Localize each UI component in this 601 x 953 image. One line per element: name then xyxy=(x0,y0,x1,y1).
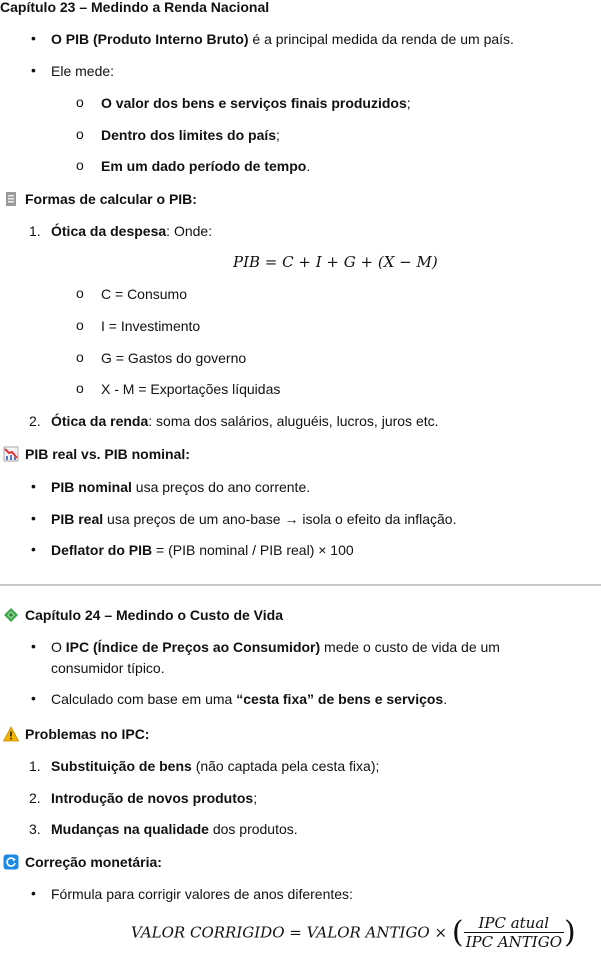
sub-bullet: o xyxy=(76,349,84,365)
list-item: Ótica da despesa: Onde: xyxy=(51,223,213,239)
list-number: 2. xyxy=(29,413,41,429)
sub-bullet: o xyxy=(76,317,84,333)
list-item: Mudanças na qualidade dos produtos. xyxy=(51,821,298,837)
section-heading: Formas de calcular o PIB: xyxy=(25,191,197,207)
list-item: O PIB (Produto Interno Bruto) é a principal medida da renda de um país. xyxy=(51,31,514,47)
list-item: G = Gastos do governo xyxy=(101,350,247,366)
list-item: PIB real usa preços de um ano-base → isola o efeito da inflação. xyxy=(51,511,457,527)
list-item: Introdução de novos produtos; xyxy=(51,790,258,806)
list-item: Dentro dos limites do país; xyxy=(101,127,280,143)
list-number: 2. xyxy=(29,790,41,806)
list-item: Ótica da renda: soma dos salários, aluguéis, lucros, juros etc. xyxy=(51,413,439,429)
bullet: • xyxy=(31,30,36,46)
chapter-24-title: Capítulo 24 – Medindo o Custo de Vida xyxy=(25,607,283,623)
section-heading: PIB real vs. PIB nominal: xyxy=(25,446,190,462)
refresh-icon xyxy=(3,854,19,870)
chapter-23-title: Capítulo 23 – Medindo a Renda Nacional xyxy=(0,0,270,15)
list-item: Ele mede: xyxy=(51,63,115,79)
section-divider xyxy=(0,584,601,586)
money-icon xyxy=(3,607,19,623)
warning-icon xyxy=(3,726,19,742)
pib-formula: PIB = C + I + G + (X − M) xyxy=(233,253,438,271)
list-number: 3. xyxy=(29,821,41,837)
sub-bullet: o xyxy=(76,126,84,142)
bullet: • xyxy=(31,510,36,526)
bullet: • xyxy=(31,885,36,901)
list-item: I = Investimento xyxy=(101,318,201,334)
list-item: Substituição de bens (não captada pela cesta fixa); xyxy=(51,758,380,774)
list-number: 1. xyxy=(29,758,41,774)
bullet: • xyxy=(31,478,36,494)
chart-down-icon xyxy=(3,446,19,462)
list-item: C = Consumo xyxy=(101,286,187,302)
sub-bullet: o xyxy=(76,94,84,110)
section-heading: Correção monetária: xyxy=(25,854,162,870)
list-item: O valor dos bens e serviços finais produzidos; xyxy=(101,95,411,111)
list-number: 1. xyxy=(29,223,41,239)
list-item: X - M = Exportações líquidas xyxy=(101,381,281,397)
sub-bullet: o xyxy=(76,380,84,396)
list-item: Fórmula para corrigir valores de anos diferentes: xyxy=(51,886,353,902)
sub-bullet: o xyxy=(76,157,84,173)
document-icon xyxy=(3,191,19,207)
bullet: • xyxy=(31,62,36,78)
list-item: PIB nominal usa preços do ano corrente. xyxy=(51,479,311,495)
bullet: • xyxy=(31,541,36,557)
bullet: • xyxy=(31,638,36,654)
section-heading: Problemas no IPC: xyxy=(25,726,150,742)
correction-formula: VALOR CORRIGIDO = VALOR ANTIGO × ( $\frac{\text{IPC atual}}{\text{IPC ANTIGO}}$ ) xyxy=(131,914,576,951)
list-item: O IPC (Índice de Preços ao Consumidor) mede o custo de vida de um xyxy=(51,639,500,655)
list-item: Calculado com base em uma “cesta fixa” de bens e serviços. xyxy=(51,691,448,707)
list-item: Em um dado período de tempo. xyxy=(101,158,311,174)
list-item-continuation: consumidor típico. xyxy=(51,660,165,676)
sub-bullet: o xyxy=(76,285,84,301)
list-item: Deflator do PIB = (PIB nominal / PIB real) × 100 xyxy=(51,542,354,558)
bullet: • xyxy=(31,690,36,706)
